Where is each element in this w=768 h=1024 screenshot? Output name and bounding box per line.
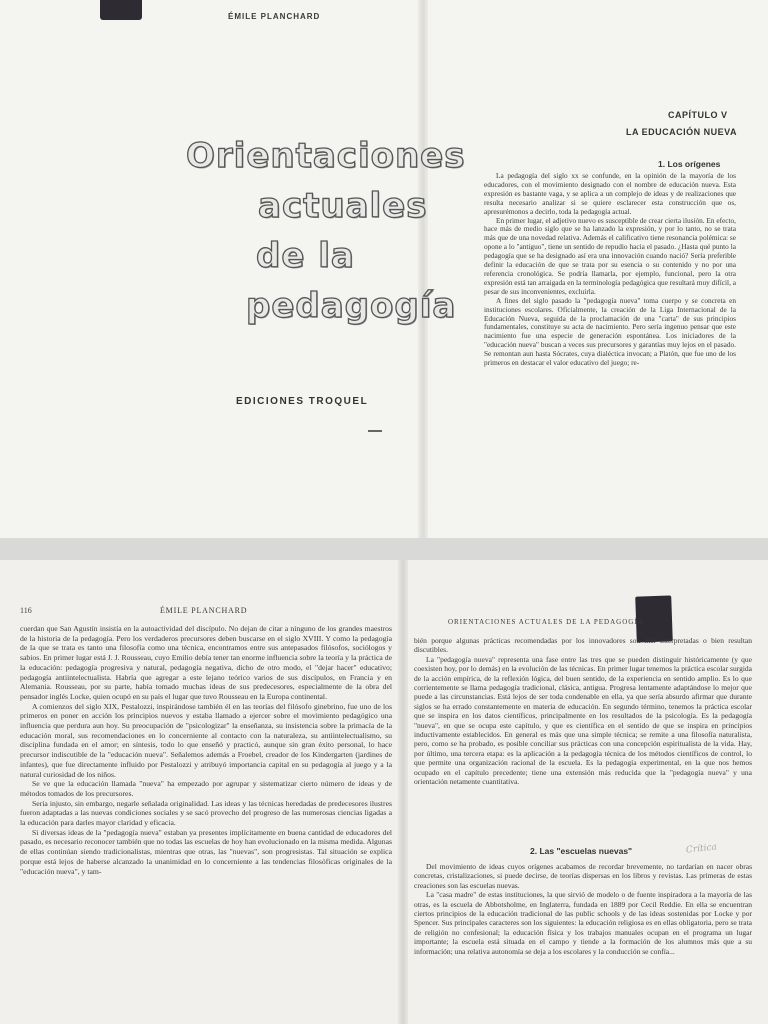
bottom-left-body [20,624,392,1020]
paragraph: bién porque algunas prácticas recomendadas por los innovadores son mal interpretadas o bien resultan discutibles. [414,636,752,655]
title-line-4: pedagogía [246,286,457,326]
title-line-3: de la [256,236,355,276]
paragraph: La "pedagogía nueva" representa una fase entre las tres que se pueden distinguir históricamente (y que coexisten hoy, por lo demás) en la evolución de las técnicas. En primer lugar tenemos la práctica escolar surgida de la acción empírica, de la reflexión lógica, del buen sentido, de la experiencia en sentido amplio. Es lo que corrientemente se llama pedagogía tradicional, clásica, antigua. Progresa lentamente adaptándose lo mejor que puede a las circunstancias. Está lejos de ser toda condenable en ella, ya que sería absurdo afirmar que durante siglos se ha errado constantemente en materia de educación. En segundo término, tenemos la práctica escolar que se inspira en los datos científicos, principalmente en los resultados de la psicología. Es la pedagogía "nueva", en que se ocupa este capítulo, y que es científica en el sentido de que se inspira en principios inductivamente establecidos. En general es más que una simple técnica; se remite a una filosofía naturalista, pero, como se ha probado, es posible conciliar sus prácticas con una concepción espiritualista de la vida. Hay, por último, una tercera etapa: es la aplicación a la pedagogía técnica de los métodos científicos de control, lo que permite una organización racional de la escuela. Es la pedagogía experimental, en la que nos hemos ocupado en el capítulo precedente; tiene una extensión más reducida que la "pedagogía nueva" y una orientación netamente cuantitativa. [414,654,752,787]
chapter-number: CAPÍTULO V [668,110,728,120]
paragraph: En primer lugar, el adjetivo nuevo es susceptible de crear cierta ilusión. En efecto, hace más de medio siglo que se ha lanzado la expresión, y por lo tanto, no se trata más que de una novedad relativa. Además el calificativo tiene resonancia polémica: se opone a lo "antiguo", tiene un sentido de repudio hacia el pasado. ¿Hasta qué punto la pedagogía que se ha designado así era una innovación cuando nació? Sería preferible definir la educación de que se trata por su esencia o su contenido y no por una referencia cronológica. Se podría llamarla, por ejemplo, funcional, pero la otra expresión está tan arraigada en la terminología pedagógica que resultará muy difícil, a pesar de sus inconvenientes, excluirla. [484,215,736,296]
chapter-title: LA EDUCACIÓN NUEVA [626,127,738,137]
top-right-body [484,172,736,412]
book-gutter-top [418,0,428,538]
ornament-dash [368,430,382,432]
section-heading-new-schools: 2. Las "escuelas nuevas" [530,846,633,856]
title-line-1: Orientaciones [186,136,466,176]
publisher-name: EDICIONES TROQUEL [236,396,369,407]
book-gutter-bottom [398,560,408,1024]
paragraph: La pedagogía del siglo xx se confunde, en la opinión de la mayoría de los educadores, con el movimiento designado con el nombre de educación nueva. Esta expresión es bastante vaga, y se aplica a un complejo de ideas y de realizaciones que resulta necesario analizar si se quiere esclarecer esta construcción que os, apresurémonos a decirlo, toda la pedagogía actual. [484,172,736,216]
paragraph: Del movimiento de ideas cuyos orígenes acabamos de recordar brevemente, no tardarían en nacer obras concretas, cristalizaciones, si puede decirse, de teorías dispersas en los libros y revistas. Las primeras de estas creaciones son las escuelas nuevas. [414,862,752,890]
paragraph: Sería injusto, sin embargo, negarle señalada originalidad. Las ideas y las técnicas heredadas de predecesores ilustres fueron adaptadas a las nuevas condiciones sociales y se sacó provecho del progreso de las numerosas ciencias ligadas a la educación para darles mayor claridad y eficacia. [20,798,392,828]
paragraph: cuerdan que San Agustín insistía en la autoactividad del discípulo. No dejan de citar a ninguno de los grandes maestros de la historia de la pedagogía. Pero los verdaderos precursores deben buscarse en el siglo XVIII. Y como la pedagogía de la que se trata es tanto una filosofía como una técnica, encontramos entre sus antepasados filósofos, sociólogos y sabios. En primer lugar está J. J. Rousseau, cuyo Emilio debía tener tan enorme influencia sobre la teoría y la práctica de la educación: pedagogía progresiva y natural, pedagogía negativa, dicho de otro modo, el "dejar hacer" educativo; pedagogía antiintelectualista. Habría que agregar a este lejano teórico varios de sus discípulos, en Francia y en Alemania. Rousseau, por su parte, había tomado muchas ideas de sus predecesores, especialmente de la obra del pensador inglés Locke, quien ocupó en su país el lugar que tuvo Rousseau en la Europa continental. [20,624,392,701]
page-number-left: 116 [20,606,32,615]
page-tab-mark [100,0,142,20]
paragraph: Se ve que la educación llamada "nueva" ha empezado por agrupar y sistematizar cierto número de ideas y de métodos tomados de los precursores. [20,779,392,798]
title-line-2: actuales [258,186,428,226]
running-head-bottom-right: ORIENTACIONES ACTUALES DE LA PEDAGOGÍA [448,618,644,626]
bottom-right-body-b [414,862,752,1022]
handwritten-margin-note: Crítica [685,842,718,856]
paragraph: La "casa madre" de estas instituciones, la que sirvió de modelo o de fuente inspiradora a la mayoría de las otras, es la escuela de Abbotsholme, en Inglaterra, fundada en 1889 por Cecil Reddie. En ella se encuentran ciertos principios de la educación tradicional de las public schools y de las ideas sostenidas por Locke y por Spencer. Sus principales caracteres son los siguientes: la educación religiosa es en ellas obligatoria, pero se trata de religión no confesional; la educación física y los trabajos manuales ocupan en el programa un lugar importante; la escuela está situada en el campo y tiende a la formación de los alumnos más que a su información; una relativa autonomía se deja a los escolares y la conducción se confía... [414,890,752,956]
running-head-left: ÉMILE PLANCHARD [228,12,321,21]
bottom-right-body-a [414,636,752,836]
paragraph: A comienzos del siglo XIX, Pestalozzi, inspirándose también él en las teorías del filósofo ginebrino, fue uno de los primeros en poner en acción los principios nuevos y estaba llamado a ejercer sobre el movimiento pedagógico una influencia que perdura aun hoy. Su preocupación de "psicologizar" la enseñanza, su insistencia sobre la primacía de la educación moral, sus recomendaciones en lo concerniente al contacto con la naturaleza, su antiintelectualismo, su disciplina fundada en el amor; en síntesis, todo lo que enseñó y practicó, aunque sin gran éxito personal, lo hace precursor indiscutible de la "educación nueva". Señalemos además a Froebel, creador de los Kindergarten (jardines de infantes), que fue directamente influido por Pestalozzi y atribuyó importancia capital en su pedagogía al juego y a la natural curiosidad de los niños. [20,701,392,779]
paragraph: Si diversas ideas de la "pedagogía nueva" estaban ya presentes implícitamente en buena cantidad de educadores del pasado, es necesario reconocer también que no todas las escuelas de hoy han evolucionado en la misma medida. Algunas de ellas continúan siendo tradicionalistas, mientras que otras, las "nuevas", son progresistas. Tal situación se explica porque está lejos de haberse alcanzado la unanimidad en lo concerniente a las tendencias filosóficas originales de la "educación nueva", y tam- [20,827,392,876]
section-heading-origins: 1. Los orígenes [658,159,721,169]
running-head-bottom-left: ÉMILE PLANCHARD [160,606,248,615]
paragraph: A fines del siglo pasado la "pedagogía nueva" toma cuerpo y se concreta en instituciones escolares. Oficialmente, la creación de la Liga Internacional de la Educación Nueva, seguida de la proclamación de una "carta" de sus principios fundamentales, constituye su acta de nacimiento. Pero sería ingenuo pensar que este nacimiento fue una especie de generación espontánea. Los iniciadores de la "educación nueva" buscan a veces sus precursores y garantías muy lejos en el pasado. Se remontan aun hasta Sócrates, cuya dialéctica invocan; a Platón, que fue uno de los primeros en destacar el valor educativo del juego; re- [484,295,736,368]
